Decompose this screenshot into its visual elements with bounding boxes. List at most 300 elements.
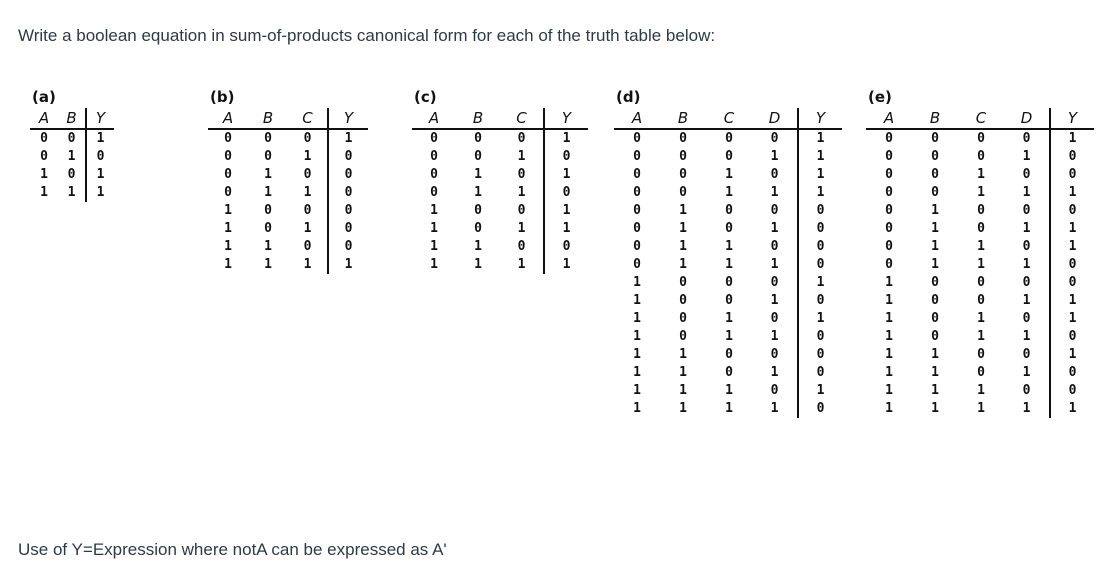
cell-b: 0 [679,311,687,326]
cell-c: 0 [977,149,985,164]
cell-a: 1 [430,239,438,254]
cell-d: 0 [1022,239,1031,254]
cell-a: 1 [885,401,893,416]
truth-table-d [614,86,842,418]
cell-a: 1 [40,167,48,182]
cell-d: 1 [1022,365,1031,380]
cell-y: 0 [798,238,842,256]
cell-a: 0 [40,131,48,146]
table-label-b: (b) [210,88,235,106]
cell-b: 0 [931,185,939,200]
cell-b: 1 [679,347,687,362]
table-row [208,238,368,256]
cell-b: 1 [931,257,939,272]
cell-b: 0 [264,203,272,218]
cell-y: 1 [1050,310,1094,328]
cell-y: 1 [1050,220,1094,238]
cell-a: 0 [633,149,641,164]
table-row [866,166,1094,184]
cell-b: 0 [931,275,939,290]
cell-b: 0 [679,149,687,164]
table-row [412,220,588,238]
cell-b: 1 [67,149,76,164]
table-row [30,166,114,184]
cell-c: 1 [303,185,312,200]
cell-b: 0 [474,131,482,146]
cell-a: 1 [885,275,893,290]
cell-a: 1 [885,383,893,398]
cell-c: 1 [517,257,526,272]
cell-a: 0 [885,239,893,254]
cell-y: 1 [1050,184,1094,202]
cell-c: 1 [977,257,985,272]
cell-a: 1 [633,365,641,380]
table-row [614,148,842,166]
column-header-b: B [660,108,706,129]
cell-a: 0 [633,203,641,218]
cell-d: 0 [770,167,779,182]
cell-d: 1 [770,365,779,380]
cell-c: 1 [517,221,526,236]
cell-b: 0 [264,149,272,164]
cell-y: 0 [798,328,842,346]
cell-a: 0 [633,167,641,182]
cell-d: 0 [1022,203,1031,218]
cell-a: 0 [430,185,438,200]
cell-y: 0 [1050,202,1094,220]
cell-d: 1 [770,257,779,272]
cell-y: 1 [798,166,842,184]
cell-y: 1 [798,310,842,328]
column-header-a: A [30,108,58,129]
cell-a: 1 [633,401,641,416]
cell-b: 1 [474,167,482,182]
cell-y: 1 [328,129,368,148]
column-header-b: B [248,108,288,129]
table-row [614,292,842,310]
truth-table-grid [614,108,842,418]
cell-y: 1 [544,256,588,274]
table-row [30,184,114,202]
cell-y: 0 [798,346,842,364]
column-header-c: C [958,108,1004,129]
column-header-a: A [614,108,660,129]
truth-table-grid [866,108,1094,418]
cell-b: 0 [67,167,76,182]
truth-table-c [412,86,588,274]
question-text: Write a boolean equation in sum-of-products canonical form for each of the truth table below: [18,26,716,45]
cell-y: 0 [86,148,114,166]
cell-c: 1 [725,167,733,182]
cell-a: 1 [224,257,232,272]
cell-y: 1 [86,184,114,202]
cell-d: 0 [1022,383,1031,398]
cell-c: 0 [977,347,985,362]
cell-c: 0 [725,293,733,308]
column-header-a: A [208,108,248,129]
cell-c: 0 [303,167,312,182]
cell-a: 1 [224,239,232,254]
table-row [866,346,1094,364]
truth-table-grid [412,108,588,274]
cell-a: 0 [885,257,893,272]
cell-c: 0 [977,365,985,380]
table-row [614,364,842,382]
cell-b: 1 [931,401,939,416]
cell-a: 0 [633,131,641,146]
cell-c: 0 [977,293,985,308]
column-header-a: A [866,108,912,129]
cell-y: 0 [798,292,842,310]
cell-c: 0 [303,131,312,146]
cell-c: 0 [517,203,526,218]
cell-b: 0 [679,185,687,200]
cell-y: 0 [798,202,842,220]
cell-c: 0 [303,203,312,218]
cell-c: 0 [517,131,526,146]
cell-b: 1 [931,383,939,398]
cell-d: 1 [770,293,779,308]
cell-b: 1 [67,185,76,200]
cell-b: 0 [931,329,939,344]
table-row [866,256,1094,274]
table-row [866,310,1094,328]
cell-b: 1 [264,239,272,254]
header-row [30,108,114,129]
cell-d: 0 [770,311,779,326]
cell-b: 1 [264,257,272,272]
cell-d: 1 [1022,221,1031,236]
column-header-b: B [456,108,500,129]
cell-y: 0 [328,202,368,220]
cell-y: 1 [544,166,588,184]
cell-a: 0 [885,185,893,200]
column-header-y: Y [544,108,588,129]
table-row [866,238,1094,256]
cell-y: 1 [798,274,842,292]
cell-y: 0 [328,184,368,202]
cell-y: 1 [1050,238,1094,256]
cell-d: 1 [770,149,779,164]
table-row [866,129,1094,148]
cell-y: 1 [798,148,842,166]
cell-b: 0 [931,131,939,146]
cell-y: 0 [328,220,368,238]
cell-d: 0 [1022,347,1031,362]
cell-a: 0 [633,221,641,236]
table-row [614,400,842,418]
cell-a: 0 [430,167,438,182]
cell-a: 1 [885,293,893,308]
table-label-d: (d) [616,88,641,106]
cell-y: 0 [1050,382,1094,400]
cell-y: 1 [86,166,114,184]
cell-c: 0 [725,149,733,164]
cell-b: 1 [474,185,482,200]
cell-y: 0 [544,184,588,202]
cell-c: 1 [725,185,733,200]
cell-a: 1 [224,221,232,236]
table-row [614,184,842,202]
cell-b: 1 [931,365,939,380]
cell-a: 1 [40,185,48,200]
table-label-e: (e) [868,88,892,106]
cell-d: 1 [1022,257,1031,272]
cell-y: 1 [798,184,842,202]
table-row [412,238,588,256]
table-row [208,202,368,220]
table-row [412,148,588,166]
cell-b: 0 [264,131,272,146]
cell-y: 0 [328,238,368,256]
cell-b: 0 [679,167,687,182]
cell-c: 1 [303,221,312,236]
column-header-y: Y [86,108,114,129]
cell-b: 0 [679,329,687,344]
cell-b: 1 [931,221,939,236]
cell-a: 0 [224,185,232,200]
truth-table-a [30,86,114,202]
cell-d: 1 [1022,293,1031,308]
cell-y: 1 [544,220,588,238]
cell-a: 0 [224,131,232,146]
column-header-d: D [752,108,798,129]
cell-y: 0 [544,238,588,256]
cell-c: 1 [725,401,733,416]
cell-y: 0 [798,400,842,418]
cell-y: 0 [798,364,842,382]
table-row [208,129,368,148]
table-row [614,238,842,256]
cell-y: 1 [544,202,588,220]
cell-d: 0 [1022,275,1031,290]
table-row [866,184,1094,202]
table-row [866,364,1094,382]
cell-c: 0 [725,131,733,146]
cell-b: 1 [931,347,939,362]
cell-a: 1 [430,257,438,272]
cell-b: 0 [67,131,76,146]
cell-c: 0 [977,221,985,236]
column-header-b: B [58,108,86,129]
cell-c: 0 [725,221,733,236]
table-row [208,166,368,184]
cell-b: 0 [679,131,687,146]
cell-b: 1 [679,203,687,218]
cell-c: 1 [303,257,312,272]
cell-c: 0 [303,239,312,254]
table-row [614,202,842,220]
header-row [866,108,1094,129]
cell-a: 0 [633,257,641,272]
cell-c: 1 [977,311,985,326]
table-row [866,202,1094,220]
cell-y: 1 [1050,292,1094,310]
cell-a: 1 [633,329,641,344]
cell-b: 0 [264,221,272,236]
cell-y: 1 [544,129,588,148]
cell-b: 0 [474,203,482,218]
cell-d: 0 [770,383,779,398]
table-row [208,220,368,238]
table-row [614,346,842,364]
cell-y: 1 [1050,400,1094,418]
cell-c: 1 [977,329,985,344]
cell-y: 0 [1050,166,1094,184]
table-row [30,129,114,148]
cell-d: 1 [770,185,779,200]
cell-c: 0 [725,275,733,290]
cell-a: 1 [633,275,641,290]
cell-a: 0 [885,203,893,218]
cell-y: 0 [328,166,368,184]
table-label-c: (c) [414,88,437,106]
cell-c: 0 [977,275,985,290]
table-row [614,256,842,274]
table-row [208,256,368,274]
cell-c: 1 [725,383,733,398]
cell-a: 1 [430,203,438,218]
cell-c: 1 [725,311,733,326]
cell-c: 0 [977,131,985,146]
table-row [866,148,1094,166]
cell-y: 1 [328,256,368,274]
header-row [614,108,842,129]
truth-table-grid [30,108,114,202]
cell-b: 1 [264,185,272,200]
cell-y: 0 [1050,148,1094,166]
cell-d: 0 [1022,311,1031,326]
cell-a: 1 [633,293,641,308]
cell-b: 0 [931,311,939,326]
cell-y: 0 [798,256,842,274]
cell-a: 0 [885,149,893,164]
cell-c: 1 [725,239,733,254]
cell-c: 1 [977,383,985,398]
cell-y: 1 [798,382,842,400]
cell-d: 0 [770,275,779,290]
column-header-y: Y [328,108,368,129]
table-row [412,256,588,274]
cell-a: 1 [885,311,893,326]
cell-c: 0 [725,365,733,380]
cell-c: 0 [517,167,526,182]
cell-b: 1 [679,383,687,398]
cell-b: 1 [931,239,939,254]
cell-d: 1 [770,329,779,344]
cell-b: 1 [474,257,482,272]
cell-b: 0 [679,275,687,290]
cell-c: 1 [977,401,985,416]
cell-a: 0 [224,149,232,164]
cell-c: 1 [725,329,733,344]
cell-y: 1 [1050,129,1094,148]
cell-a: 0 [430,131,438,146]
column-header-d: D [1004,108,1050,129]
cell-d: 0 [770,347,779,362]
column-header-c: C [288,108,328,129]
cell-b: 1 [679,401,687,416]
cell-b: 1 [679,221,687,236]
cell-y: 0 [1050,328,1094,346]
cell-d: 1 [770,221,779,236]
cell-y: 1 [798,129,842,148]
truth-table-b [208,86,368,274]
cell-a: 1 [224,203,232,218]
table-row [30,148,114,166]
header-row [208,108,368,129]
cell-a: 0 [40,149,48,164]
cell-d: 0 [770,131,779,146]
cell-c: 0 [725,203,733,218]
cell-y: 0 [1050,364,1094,382]
cell-c: 0 [977,203,985,218]
table-row [866,220,1094,238]
cell-b: 0 [931,167,939,182]
cell-c: 1 [725,257,733,272]
cell-y: 1 [1050,346,1094,364]
cell-d: 0 [1022,167,1031,182]
table-row [614,129,842,148]
cell-a: 1 [633,347,641,362]
cell-y: 0 [1050,274,1094,292]
cell-a: 1 [885,365,893,380]
cell-c: 1 [517,185,526,200]
cell-c: 0 [517,239,526,254]
truth-table-e [866,86,1094,418]
cell-d: 1 [770,401,779,416]
cell-b: 0 [474,221,482,236]
header-row [412,108,588,129]
cell-a: 1 [633,311,641,326]
table-row [866,382,1094,400]
cell-y: 0 [544,148,588,166]
cell-c: 1 [977,185,985,200]
table-row [866,400,1094,418]
cell-y: 1 [86,129,114,148]
cell-a: 0 [885,131,893,146]
cell-b: 1 [931,203,939,218]
table-row [614,310,842,328]
table-row [614,274,842,292]
cell-a: 1 [885,329,893,344]
column-header-y: Y [798,108,842,129]
cell-d: 0 [770,203,779,218]
table-row [866,328,1094,346]
cell-c: 1 [517,149,526,164]
column-header-c: C [706,108,752,129]
table-row [614,382,842,400]
table-label-a: (a) [32,88,56,106]
table-row [412,184,588,202]
cell-a: 1 [885,347,893,362]
cell-b: 1 [679,239,687,254]
cell-b: 0 [931,149,939,164]
table-row [208,148,368,166]
table-row [412,166,588,184]
cell-b: 1 [679,365,687,380]
cell-d: 0 [1022,131,1031,146]
table-row [412,129,588,148]
cell-a: 1 [430,221,438,236]
cell-a: 0 [633,185,641,200]
column-header-c: C [500,108,544,129]
cell-d: 0 [770,239,779,254]
cell-c: 1 [977,167,985,182]
column-header-y: Y [1050,108,1094,129]
column-header-b: B [912,108,958,129]
table-row [208,184,368,202]
